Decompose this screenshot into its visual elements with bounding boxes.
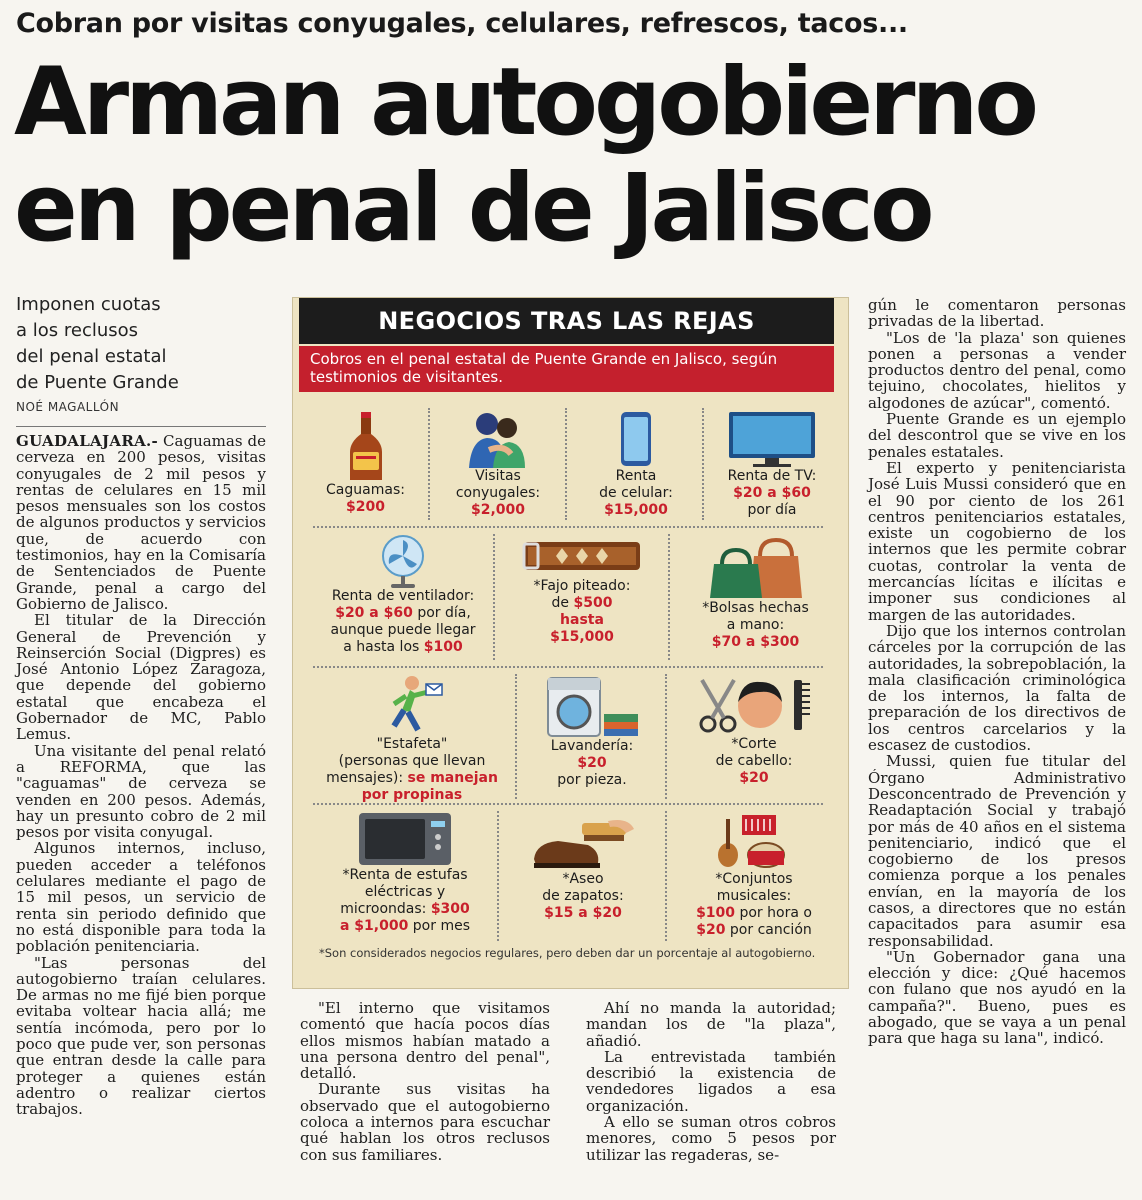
item-price: $20 <box>696 922 726 938</box>
item-label: mensajes): <box>326 770 404 786</box>
infographic <box>292 297 849 989</box>
item-aseo-zapatos <box>501 811 665 922</box>
item-text <box>313 639 493 656</box>
paragraph-text: Caguamas de cerveza en 200 pesos, visitas conyugales de 2 mil pesos y rentas de celulares en 15 mil pesos mensuales son los costos de algunos productos y servicios que, de acuerdo con testimonios, hay en la Comisaría de Sentenciados de Puente Grande, penal a cargo del Gobierno de Jalisco. <box>16 432 266 613</box>
item-text <box>313 918 497 935</box>
subhead <box>16 292 266 396</box>
grid-divider <box>515 674 517 799</box>
item-label: Caguamas: <box>326 482 405 498</box>
item-text <box>313 588 493 605</box>
item-label: *Bolsas hechas <box>702 600 809 616</box>
item-label: Lavandería: <box>550 738 634 754</box>
subhead-line: a los reclusos <box>16 320 139 341</box>
musical-instruments-icon <box>714 811 794 871</box>
item-label: por mes <box>412 918 470 934</box>
shoe-shine-icon <box>528 811 638 871</box>
fan-icon <box>371 534 435 588</box>
item-label: *Fajo piteado: <box>533 578 631 594</box>
item-label: *Conjuntos <box>715 871 793 887</box>
item-caguamas <box>303 410 428 516</box>
paragraph: El titular de la Dirección General de Prevención y Reinserción Social (Digpres) es José Antonio López Zaragoza, que depende del gobierno estatal que encabeza el Gobernador de MC, Pablo Lemus. <box>16 611 266 744</box>
washing-machine-icon <box>542 674 642 738</box>
item-price: $300 <box>430 901 470 917</box>
paragraph: A ello se suman otros cobros menores, como 5 pesos por utilizar las regaderas, se- <box>586 1113 836 1164</box>
article-column-3 <box>586 1000 836 1163</box>
subhead-line: del penal estatal <box>16 346 167 367</box>
item-label: Visitas <box>475 468 521 484</box>
grid-divider <box>313 666 823 668</box>
article-column-2 <box>300 1000 550 1163</box>
item-label: musicales: <box>716 888 792 904</box>
grid-divider <box>313 526 823 528</box>
item-text <box>498 595 666 612</box>
kicker: Cobran por visitas conyugales, celulares, refrescos, tacos... <box>16 8 908 39</box>
grid-divider <box>668 534 670 660</box>
item-label: por canción <box>729 922 812 938</box>
grid-divider <box>428 408 430 520</box>
item-fajo-piteado <box>498 534 666 646</box>
item-price: $100 <box>696 905 736 921</box>
grid-divider <box>565 408 567 520</box>
item-label: microondas: <box>340 901 427 917</box>
item-label: Renta de ventilador: <box>331 588 475 604</box>
television-icon <box>727 410 817 468</box>
item-label: eléctricas y <box>364 884 446 900</box>
item-price: se manejan <box>407 770 498 786</box>
infographic-subtitle: Cobros en el penal estatal de Puente Grande en Jalisco, según testimonios de visitantes. <box>299 346 834 392</box>
item-label: de celular: <box>599 485 673 501</box>
item-text <box>669 905 839 922</box>
item-price: hasta <box>560 612 604 628</box>
paragraph: Algunos internos, incluso, pueden acceder a teléfonos celulares mediante el pago de 15 mil pesos, un servicio de renta sin periodo definido que no está disponible para toda la población penitenciaria. <box>16 839 266 956</box>
item-bolsas <box>673 534 838 651</box>
item-price: $15,000 <box>550 629 614 645</box>
item-label: conyugales: <box>455 485 541 501</box>
item-corte-cabello <box>669 674 839 787</box>
item-price: $20 a $60 <box>733 485 811 501</box>
headline <box>14 50 1134 262</box>
item-price: a $1,000 <box>339 918 409 934</box>
item-price: $2,000 <box>470 502 526 518</box>
item-price: $20 <box>739 770 769 786</box>
paragraph: El experto y penitenciarista José Luis Mussi consideró que en el 90 por ciento de los 261 centros penitenciarios estatales, existe un cogobierno de los internos que les permite cobrar cuotas, controlar la venta de mercancías lícitas e ilícitas e imponer sus condiciones al margen de las autoridades. <box>868 458 1126 624</box>
infographic-footnote: *Son considerados negocios regulares, pero deben dar un porcentaje al autogobierno. <box>319 946 816 960</box>
item-price: $100 <box>423 639 463 655</box>
item-price: por propinas <box>361 787 463 803</box>
paragraph: Dijo que los internos controlan cárceles por la corrupción de las autoridades, la sobrepoblación, la mala clasificación criminológica de los internos, la falta de preparación de los directivos de los centros carcelarios y la escasez de custodios. <box>868 621 1126 755</box>
item-label: aunque puede llegar <box>330 622 476 638</box>
paragraph <box>16 433 266 612</box>
item-text <box>313 901 497 918</box>
belt-icon <box>522 534 642 578</box>
grid-divider <box>493 534 495 660</box>
microwave-icon <box>357 811 453 867</box>
item-text <box>313 605 493 622</box>
paragraph: La entrevistada también describió la existencia de vendedores ligados a esa organización. <box>586 1047 836 1115</box>
haircut-icon <box>694 674 814 736</box>
item-label: por pieza. <box>557 772 627 788</box>
item-label: (personas que llevan <box>338 753 486 769</box>
dateline: GUADALAJARA.- <box>16 432 159 450</box>
paragraph: Ahí no manda la autoridad; mandan los de "la plaza", añadió. <box>586 999 836 1050</box>
grid-divider <box>497 811 499 941</box>
smartphone-icon <box>619 410 653 468</box>
item-label: *Aseo <box>562 871 604 887</box>
article-column-4 <box>868 297 1126 1047</box>
item-price: $15,000 <box>604 502 668 518</box>
item-price: $20 <box>577 755 607 771</box>
item-renta-celular <box>571 410 701 519</box>
item-label: de cabello: <box>715 753 793 769</box>
item-lavanderia <box>519 674 665 789</box>
headline-line-2: en penal de Jalisco <box>14 154 931 263</box>
item-conjuntos-musicales <box>669 811 839 939</box>
item-price: $500 <box>573 595 613 611</box>
paragraph: Una visitante del penal relató a REFORMA, que las "caguamas" de cerveza se venden en 200 pesos. Además, hay un presunto cobro de 2 mil pesos por visita conyugal. <box>16 741 266 842</box>
subhead-line: de Puente Grande <box>16 372 179 393</box>
item-label: de zapatos: <box>542 888 624 904</box>
item-price: $20 a $60 <box>335 605 413 621</box>
item-price: $200 <box>346 499 385 515</box>
subhead-line: Imponen cuotas <box>16 294 161 315</box>
handbags-icon <box>706 534 806 600</box>
paragraph: "Un Gobernador gana una elección y dice: ¿Qué hacemos con fulano que nos ayudó en la campaña?". Bueno, pues es abogado, que se vaya a un penal para que haga su lana", indicó. <box>868 947 1126 1048</box>
grid-divider <box>665 811 667 941</box>
item-label: *Renta de estufas <box>342 867 468 883</box>
item-label: de <box>551 595 570 611</box>
item-visitas-conyugales <box>433 410 563 519</box>
grid-divider <box>665 674 667 799</box>
paragraph: Puente Grande es un ejemplo del descontrol que se vive en los penales estatales. <box>868 410 1126 461</box>
paragraph: Mussi, quien fue titular del Órgano Administrativo Desconcentrado de Prevención y Readaptación Social y trabajó por más de 40 años en el sistema penitenciario, indicó que el cogobierno de los presos comienza porque a los penales envían, en la mayoría de los casos, a directores que no están capacitados para asumir esa responsabilidad. <box>868 752 1126 950</box>
item-ventilador <box>313 534 493 656</box>
item-label: a hasta los <box>343 639 420 655</box>
byline: NOÉ MAGALLÓN <box>16 400 266 427</box>
paragraph: "Los de 'la plaza' son quienes ponen a personas a vender productos dentro del penal, como tejuino, chocolates, hielitos y algodones de azúcar", comentó. <box>868 328 1126 412</box>
paragraph: "Las personas del autogobierno traían celulares. De armas no me fijé bien porque evitaba voltear hacia allá; me sentía incómoda, pero por lo poco que pude ver, son personas que entran desde la calle para proteger a quienes están adentro o realizar ciertos trabajos. <box>16 953 266 1119</box>
grid-divider <box>702 408 704 520</box>
item-label: por día <box>747 502 797 518</box>
couple-hug-icon <box>463 410 533 468</box>
paragraph: Durante sus visitas ha observado que el autogobierno coloca a internos para escuchar qué hablan los otros reclusos con sus familiares. <box>300 1080 550 1164</box>
item-label: Renta de TV: <box>727 468 817 484</box>
item-text <box>669 922 839 939</box>
item-label: *Corte <box>731 736 777 752</box>
item-renta-tv <box>707 410 837 519</box>
infographic-title: NEGOCIOS TRAS LAS REJAS <box>299 298 834 344</box>
item-label: por día, <box>417 605 471 621</box>
item-label: Renta <box>615 468 657 484</box>
item-price: $70 a $300 <box>711 634 800 650</box>
item-text <box>309 770 515 787</box>
item-estafeta <box>309 674 515 804</box>
headline-line-1: Arman autogobierno <box>14 48 1035 157</box>
item-label: "Estafeta" <box>376 736 448 752</box>
paragraph: gún le comentaron personas privadas de la libertad. <box>868 296 1126 331</box>
item-label: por hora o <box>739 905 812 921</box>
item-estufas <box>313 811 497 935</box>
paragraph: "El interno que visitamos comentó que hacía pocos días ellos mismos habían matado a una persona dentro del penal", detalló. <box>300 999 550 1083</box>
beer-bottle-icon <box>346 410 386 482</box>
item-price: $15 a $20 <box>544 905 622 921</box>
running-messenger-icon <box>372 674 452 736</box>
article-column-1 <box>16 433 266 1117</box>
item-label: a mano: <box>726 617 785 633</box>
